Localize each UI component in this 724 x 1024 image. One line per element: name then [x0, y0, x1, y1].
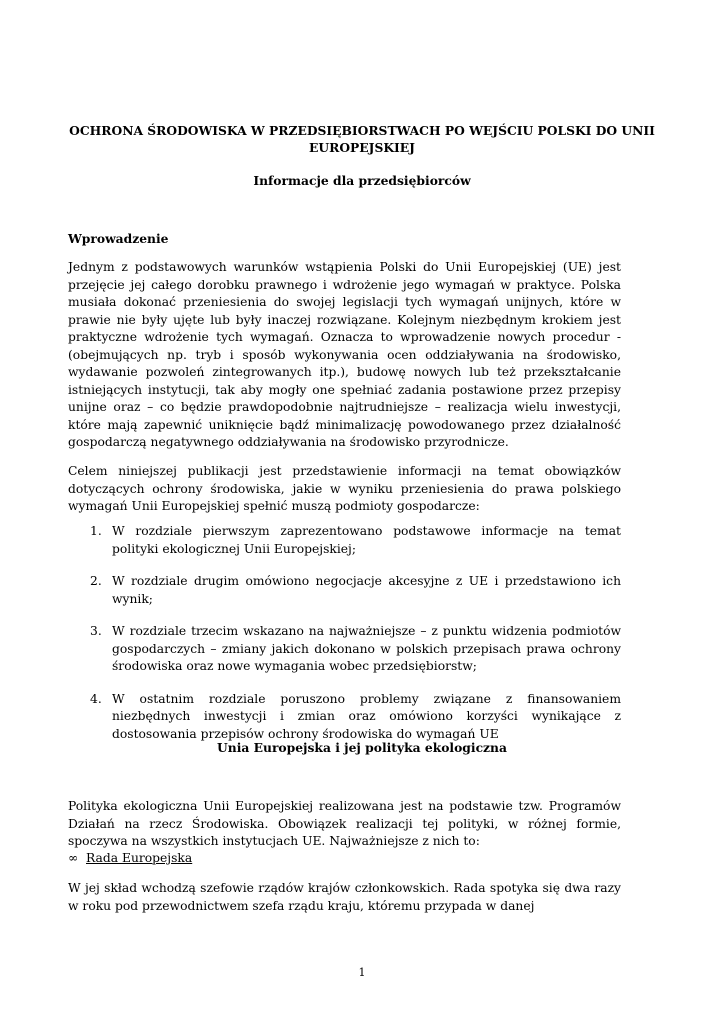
- list-item-number: 3.: [90, 624, 102, 638]
- section-title: Unia Europejska i jej polityka ekologiczna: [217, 740, 507, 755]
- document-subtitle: Informacje dla przedsiębiorców: [253, 173, 471, 188]
- policy-paragraph: Polityka ekologiczna Unii Europejskiej realizowana jest na podstawie tzw. Programów Działań na rzecz Środowiska. Obowiązek realizacji tej polityki, w różnej formie, spoczywa na wszystkich instytucjach UE. Najważniejsze z nich to:: [68, 799, 621, 848]
- list-item-text: W ostatnim rozdziale poruszono problemy związane z finansowaniem niezbędnych inwestycji i zmian oraz omówiono korzyści wynikające z dostosowania przepisów ochrony środowiska do wymagań UE: [112, 691, 621, 741]
- list-item: [68, 573, 621, 608]
- list-item: [68, 623, 621, 676]
- purpose-paragraph: Celem niniejszej publikacji jest przedstawienie informacji na temat obowiązków dotyczących ochrony środowiska, jakie w wyniku przeniesienia do prawa polskiego wymagań Unii Europejskiej spełnić muszą podmioty gospodarcze:: [68, 464, 621, 513]
- list-item-number: 4.: [90, 691, 102, 706]
- infinity-bullet-icon: ∞: [68, 851, 79, 865]
- intro-heading: Wprowadzenie: [68, 231, 169, 246]
- list-item: [68, 523, 621, 558]
- council-paragraph: W jej skład wchodzą szefowie rządów krajów członkowskich. Rada spotyka się dwa razy w roku pod przewodnictwem szefa rządu kraju, któremu przypada w danej: [68, 881, 621, 913]
- list-item-number: 2.: [90, 574, 102, 588]
- document-title: OCHRONA ŚRODOWISKA W PRZEDSIĘBIORSTWACH PO WEJŚCIU POLSKI DO UNII EUROPEJSKIEJ: [69, 123, 655, 155]
- intro-paragraph: Jednym z podstawowych warunków wstąpienia Polski do Unii Europejskiej (UE) jest przejęcie jej całego dorobku prawnego i wdrożenie jego wymagań w praktyce. Polska musiała dokonać przeniesienia do swojej legislacji tych wymagań unijnych, które w prawie nie były ujęte lub były inaczej rozwiązane. Kolejnym niezbędnym krokiem jest praktyczne wdrożenie tych wymagań. Oznacza to wprowadzenie nowych procedur - (obejmujących np. tryb i sposób wykonywania ocen oddziaływania na środowisko, wydawanie pozwoleń zintegrowanych itp.), budowę nowych lub też przekształcanie istniejących instytucji, tak aby mogły one spełniać zadania postawione przez przepisy unijne oraz – co będzie prawdopodobnie najtrudniejsze – realizacja wielu inwestycji, które mają zapewnić uniknięcie bądź minimalizację powodowanego przez działalność gospodarczą negatywnego oddziaływania na środowisko przyrodnicze.: [68, 260, 621, 449]
- chapter-list: [68, 523, 621, 758]
- list-item-number: 1.: [90, 524, 102, 538]
- bullet-item: [68, 850, 192, 868]
- list-item-text: W rozdziale trzecim wskazano na najważniejsze – z punktu widzenia podmiotów gospodarczych – zmiany jakich dokonano w polskich przepisach prawa ochrony środowiska oraz nowe wymagania wobec przedsiębiorstw;: [112, 624, 621, 673]
- page-number: 1: [358, 966, 366, 979]
- list-item-text: W rozdziale pierwszym zaprezentowano podstawowe informacje na temat polityki ekologicznej Unii Europejskiej;: [112, 524, 621, 556]
- list-item-text: W rozdziale drugim omówiono negocjacje akcesyjne z UE i przedstawiono ich wynik;: [112, 574, 621, 606]
- list-item: [68, 691, 621, 744]
- bullet-label: Rada Europejska: [86, 851, 193, 865]
